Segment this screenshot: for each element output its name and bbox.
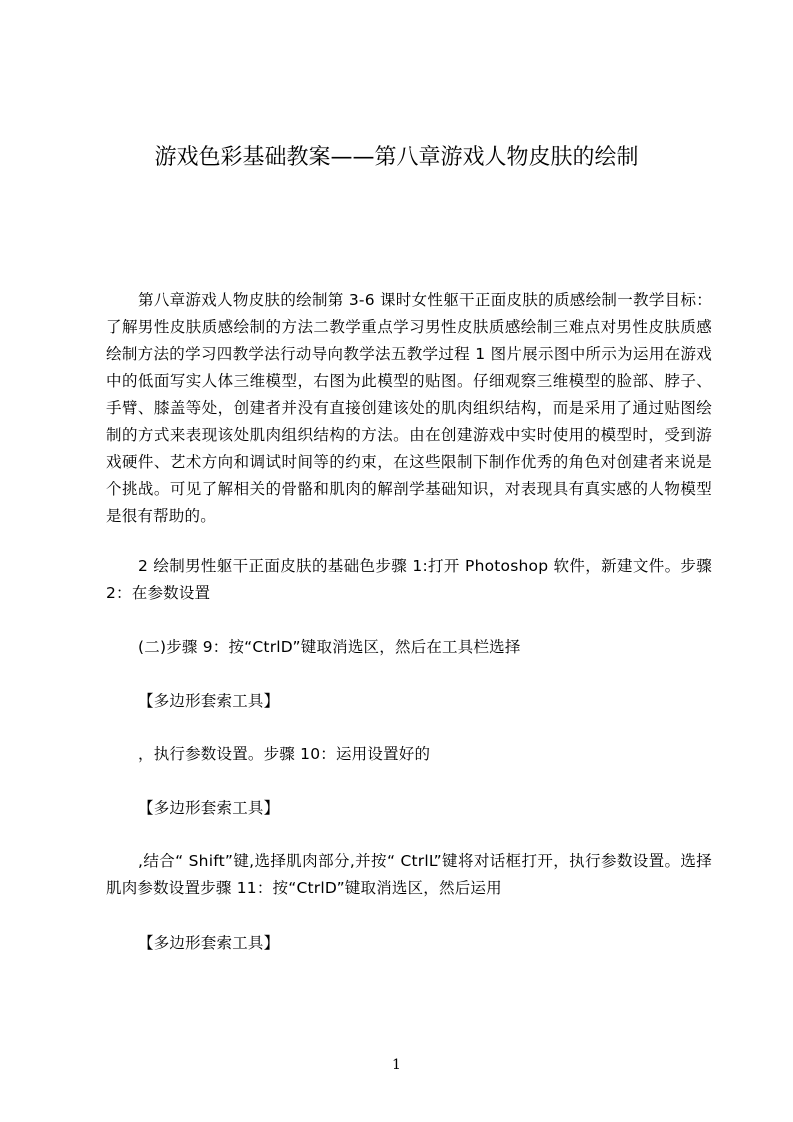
paragraph-step-11 — [106, 848, 712, 902]
paragraph-step-1-2 — [106, 553, 712, 607]
paragraph-tool-name-2 — [106, 795, 712, 822]
paragraph-intro — [106, 287, 712, 530]
paragraph-text: 第八章游戏人物皮肤的绘制第 3-6 课时女性躯干正面皮肤的质感绘制一教学目标：了解男性皮肤质感绘制的方法二教学重点学习男性皮肤质感绘制三难点对男性皮肤质感绘制方法的学习四教学法行动导向教学法五教学过程 1 图片展示图中所示为运用在游戏中的低面写实人体三维模型，右图为此模型的贴图。仔细观察三维模型的脸部、脖子、手臂、膝盖等处，创建者并没有直接创建该处的肌肉组织结构，而是采用了通过贴图绘制的方式来表现该处肌肉组织结构的方法。由在创建游戏中实时使用的模型时，受到游戏硬件、艺术方向和调试时间等的约束，在这些限制下制作优秀的角色对创建者来说是个挑战。可见了解相关的骨骼和肌肉的解剖学基础知识，对表现具有真实感的人物模型是很有帮助的。 — [106, 291, 712, 525]
paragraph-text: 【多边形套索工具】 — [138, 692, 280, 710]
page-number: 1 — [392, 1057, 401, 1073]
document-title: 游戏色彩基础教案——第八章游戏人物皮肤的绘制 — [154, 145, 639, 170]
paragraph-step-10 — [106, 741, 712, 768]
paragraph-step-9 — [106, 634, 712, 661]
paragraph-text: ,结合“ Shift”键,选择肌肉部分,并按“ CtrlL”键将对话框打开，执行参数设置。选择肌肉参数设置步骤 11：按“CtrlD”键取消选区，然后运用 — [106, 852, 712, 897]
paragraph-text: 【多边形套索工具】 — [138, 934, 280, 952]
paragraph-tool-name-1 — [106, 688, 712, 715]
paragraph-tool-name-3 — [106, 930, 712, 957]
paragraph-text: 2 绘制男性躯干正面皮肤的基础色步骤 1:打开 Photoshop 软件，新建文件。步骤 2：在参数设置 — [106, 557, 712, 602]
paragraph-text: 【多边形套索工具】 — [138, 799, 280, 817]
paragraph-text: ，执行参数设置。步骤 10：运用设置好的 — [138, 745, 431, 763]
paragraph-text: (二)步骤 9：按“CtrlD”键取消选区，然后在工具栏选择 — [138, 638, 521, 656]
